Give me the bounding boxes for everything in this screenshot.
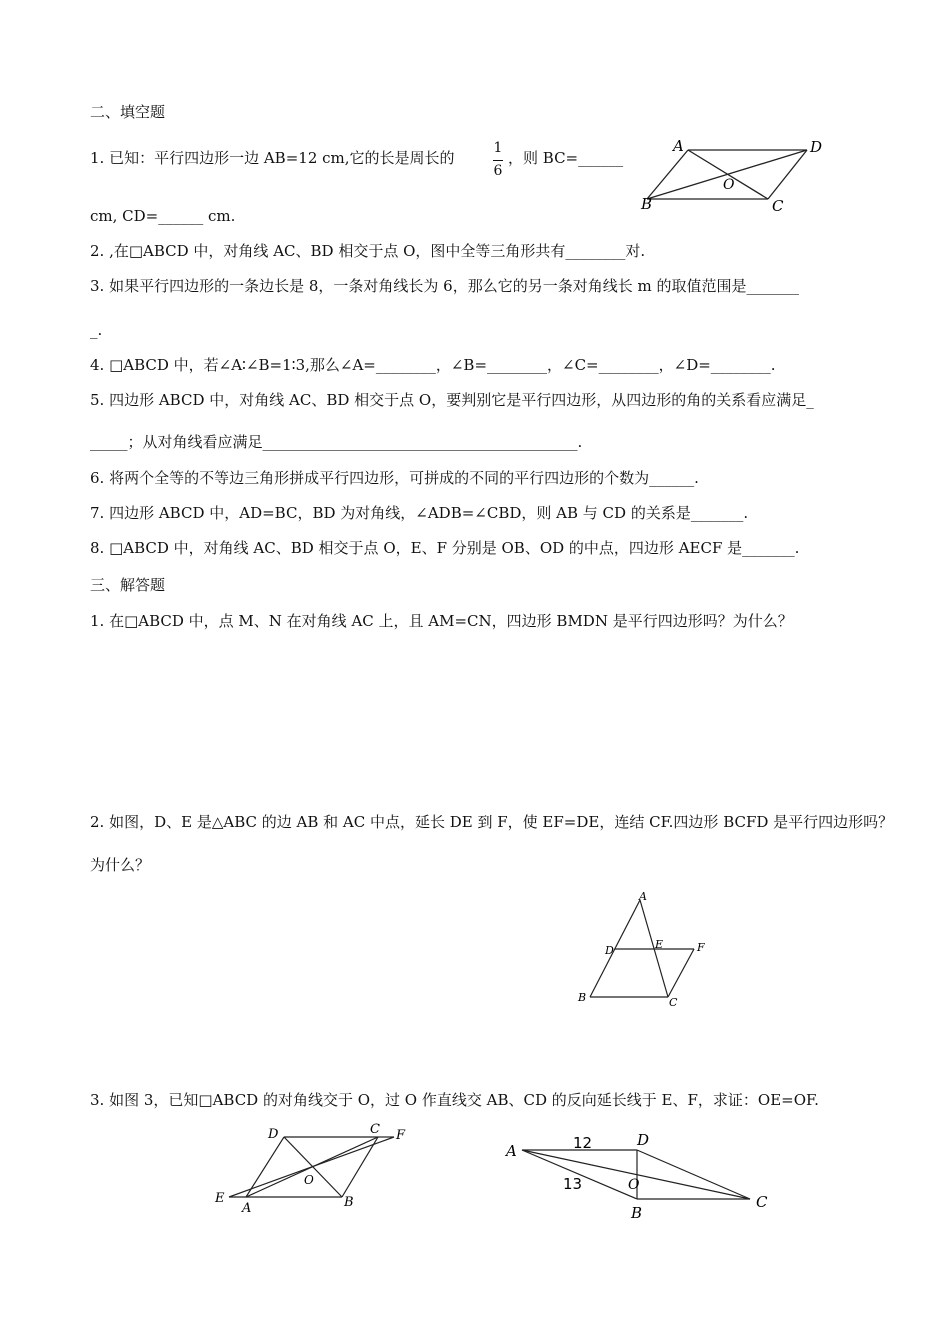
question-3-line-a: 3. 如果平行四边形的一条边长是 8，一条对角线长为 6，那么它的另一条对角线长 m 的取值范围是_______ [90,277,799,295]
fraction-numerator: 1 [493,140,503,156]
question-7: 7. 四边形 ABCD 中，AD=BC，BD 为对角线，∠ADB=∠CBD，则 AB 与 CD 的关系是_______. [90,504,749,522]
problem-2-line-b: 为什么？ [90,856,151,874]
label-F: F [396,1128,406,1143]
question-5-line-b: _____；从对角线看应满足__________________________________________. [90,433,583,451]
figure-parallelogram-ef [210,1120,430,1220]
label-C: C [756,1193,768,1211]
label-C: C [370,1122,380,1137]
label-C: C [669,996,678,1009]
label-D: D [810,138,823,156]
figure-quadrilateral-lengths [500,1122,790,1232]
label-A: A [506,1142,517,1160]
fraction-bar [493,160,503,161]
figure-triangle-abc [570,888,720,1038]
label-D: D [637,1131,650,1149]
label-O: O [628,1177,640,1193]
length-label-ad: 12 [573,1134,593,1152]
problem-2-line-a: 2. 如图，D、E 是△ABC 的边 AB 和 AC 中点，延长 DE 到 F，使 EF=DE，连结 CF.四边形 BCFD 是平行四边形吗？ [90,813,894,831]
label-A: A [673,137,684,155]
label-O: O [723,177,735,193]
question-8: 8. □ABCD 中，对角线 AC、BD 相交于点 O，E、F 分别是 OB、OD 的中点，四边形 AECF 是_______. [90,539,800,557]
problem-1: 1. 在□ABCD 中，点 M、N 在对角线 AC 上，且 AM=CN，四边形 BMDN 是平行四边形吗？为什么？ [90,612,793,630]
question-5-line-a: 5. 四边形 ABCD 中，对角线 AC、BD 相交于点 O，要判别它是平行四边形，从四边形的角的关系看应满足_ [90,391,814,409]
length-label-ab: 13 [563,1175,583,1193]
label-B: B [641,195,653,213]
label-E: E [655,938,664,951]
label-O: O [304,1173,314,1187]
label-E: E [215,1191,225,1206]
label-B: B [578,991,587,1004]
question-4: 4. □ABCD 中，若∠A∶∠B=1∶3,那么∠A=________，∠B=________，∠C=________，∠D=________. [90,356,776,374]
question-1-line-b: cm, CD=______ cm. [90,207,236,225]
label-A: A [639,890,647,903]
figure-parallelogram-abcd [640,136,830,216]
label-F: F [697,941,705,954]
label-B: B [631,1204,643,1222]
label-A: A [242,1201,252,1216]
problem-3: 3. 如图 3，已知□ABCD 的对角线交于 O，过 O 作直线交 AB、CD 的反向延长线于 E、F，求证：OE=OF. [90,1091,819,1109]
section-title-solve: 三、解答题 [90,576,166,594]
question-3-line-b: _. [90,321,103,339]
question-1-text: 1. 已知：平行四边形一边 AB=12 cm,它的长是周长的 [90,149,455,167]
question-2: 2. ,在□ABCD 中，对角线 AC、BD 相交于点 O，图中全等三角形共有________对. [90,242,646,260]
question-6: 6. 将两个全等的不等边三角形拼成平行四边形，可拼成的不同的平行四边形的个数为______. [90,469,699,487]
label-D: D [605,944,614,957]
fraction-denominator: 6 [493,163,503,179]
label-C: C [772,197,784,215]
question-1-line-a [90,148,455,168]
label-B: B [344,1195,354,1210]
label-D: D [268,1127,279,1142]
section-title-fill-blank: 二、填空题 [90,103,166,121]
question-1-tail: ，则 BC=______ [508,149,624,167]
